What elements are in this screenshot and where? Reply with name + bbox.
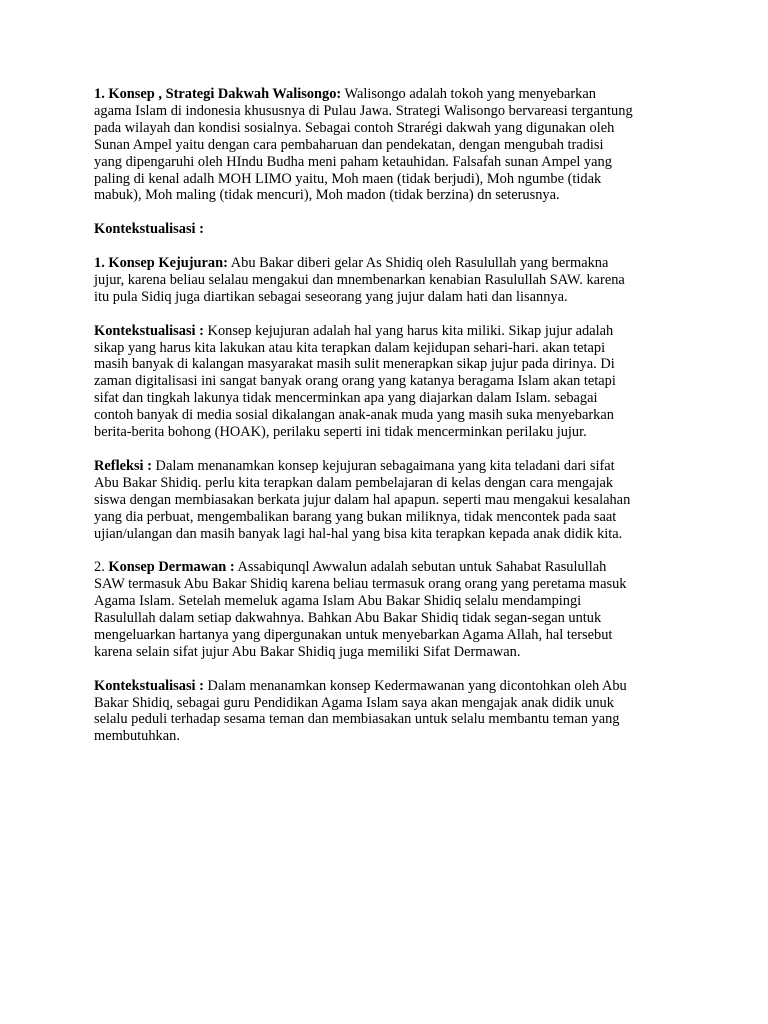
paragraph-body: Assabiqunql Awwalun adalah sebutan untuk Sahabat Rasulullah SAW termasuk Abu Bakar Shidiq karena beliau termasuk orang orang yang peretama masuk Agama Islam. Setelah memeluk agama Islam Abu Bakar Shidiq selalu mendampingi Rasulullah dalam setiap dakwahnya. Bahkan Abu Bakar Shidiq tidak segan-segan untuk mengeluarkan hartanya yang dipergunakan untuk menyebarkan Agama Allah, hal tersebut karena selain sifat jujur Abu Bakar Shidiq juga memiliki Sifat Dermawan.	[94, 559, 627, 660]
paragraph-body: Abu Bakar diberi gelar As Shidiq oleh Rasulullah yang bermakna jujur, karena beliau selalau mengakui dan mnembenarkan kenabian Rasulullah SAW. karena itu pula Sidiq juga diartikan sebagai seseorang yang jujur dalam hati dan lisannya.	[94, 255, 625, 305]
paragraph-heading: 1. Konsep Kejujuran:	[94, 255, 228, 272]
paragraph-heading: 1. Konsep , Strategi Dakwah Walisongo:	[94, 86, 342, 102]
paragraph-body: Dalam menanamkan konsep kejujuran sebagaimana yang kita teladani dari sifat Abu Bakar Shidiq. perlu kita terapkan dalam pembelajaran di kelas dengan cara mengajak siswa dengan membiasakan berkata jujur dalam hal apapun. seperti mau mengakui kesalahan yang dia perbuat, mengembalikan barang yang bukan miliknya, tidak mencontek pada saat ujian/ulangan dan masih banyak lagi hal-hal yang bisa kita terapkan kepada anak didik kita.	[94, 457, 631, 542]
paragraph-body: Dalam menanamkan konsep Kedermawanan yang dicontohkan oleh Abu Bakar Shidiq, sebagai guru Pendidikan Agama Islam saya akan mengajak anak didik unuk selalu peduli terhadap sesama teman dan membiasakan untuk selalu membantu teman yang membutuhkan.	[94, 677, 627, 745]
paragraph-kontekstualisasi-kejujuran	[94, 323, 674, 441]
paragraph-konsep-dermawan	[94, 559, 674, 660]
document-page	[94, 86, 674, 762]
paragraph-refleksi	[94, 458, 674, 543]
paragraph-heading: Kontekstualisasi :	[94, 221, 204, 238]
paragraph-heading: Kontekstualisasi :	[94, 322, 204, 339]
paragraph-kontekstualisasi-dermawan	[94, 678, 674, 746]
paragraph-kontekstualisasi-heading	[94, 221, 674, 238]
paragraph-heading: Refleksi :	[94, 457, 152, 474]
paragraph-konsep-kejujuran	[94, 255, 674, 306]
paragraph-prefix: 2.	[94, 559, 109, 576]
paragraph-body: Walisongo adalah tokoh yang menyebarkan agama Islam di indonesia khususnya di Pulau Jawa. Strategi Walisongo bervareasi tergantung pada wilayah dan kondisi sosialnya. Sebagai contoh Strarégi dakwah yang digunakan oleh Sunan Ampel yaitu dengan cara pembaharuan dan pendekatan, dengan mengubah tradisi yang dipengaruhi oleh HIndu Budha meni paham ketauhidan. Falsafah sunan Ampel yang paling di kenal adalh MOH LIMO yaitu, Moh maen (tidak berjudi), Moh ngumbe (tidak mabuk), Moh maling (tidak mencuri), Moh madon (tidak berzina) dn seterusnya.	[94, 86, 633, 204]
paragraph-heading: Kontekstualisasi :	[94, 677, 204, 694]
paragraph-walisongo	[94, 86, 674, 204]
paragraph-heading: Konsep Dermawan :	[108, 559, 235, 576]
paragraph-body: Konsep kejujuran adalah hal yang harus kita miliki. Sikap jujur adalah sikap yang harus kita lakukan atau kita terapkan dalam kejidupan sehari-hari. akan tetapi masih banyak di kalangan masyarakat masih sulit menerapkan sikap jujur pada dirinya. Di zaman digitalisasi ini sangat banyak orang orang yang katanya beragama Islam akan tetapi sifat dan tingkah lakunya tidak mencerminkan apa yang diajarkan dalam Islam. sebagai contoh banyak di media sosial dikalangan anak-anak muda yang masih suka menyebarkan berita-berita bohong (HOAK), perilaku seperti ini tidak mencerminkan perilaku jujur.	[94, 322, 616, 441]
